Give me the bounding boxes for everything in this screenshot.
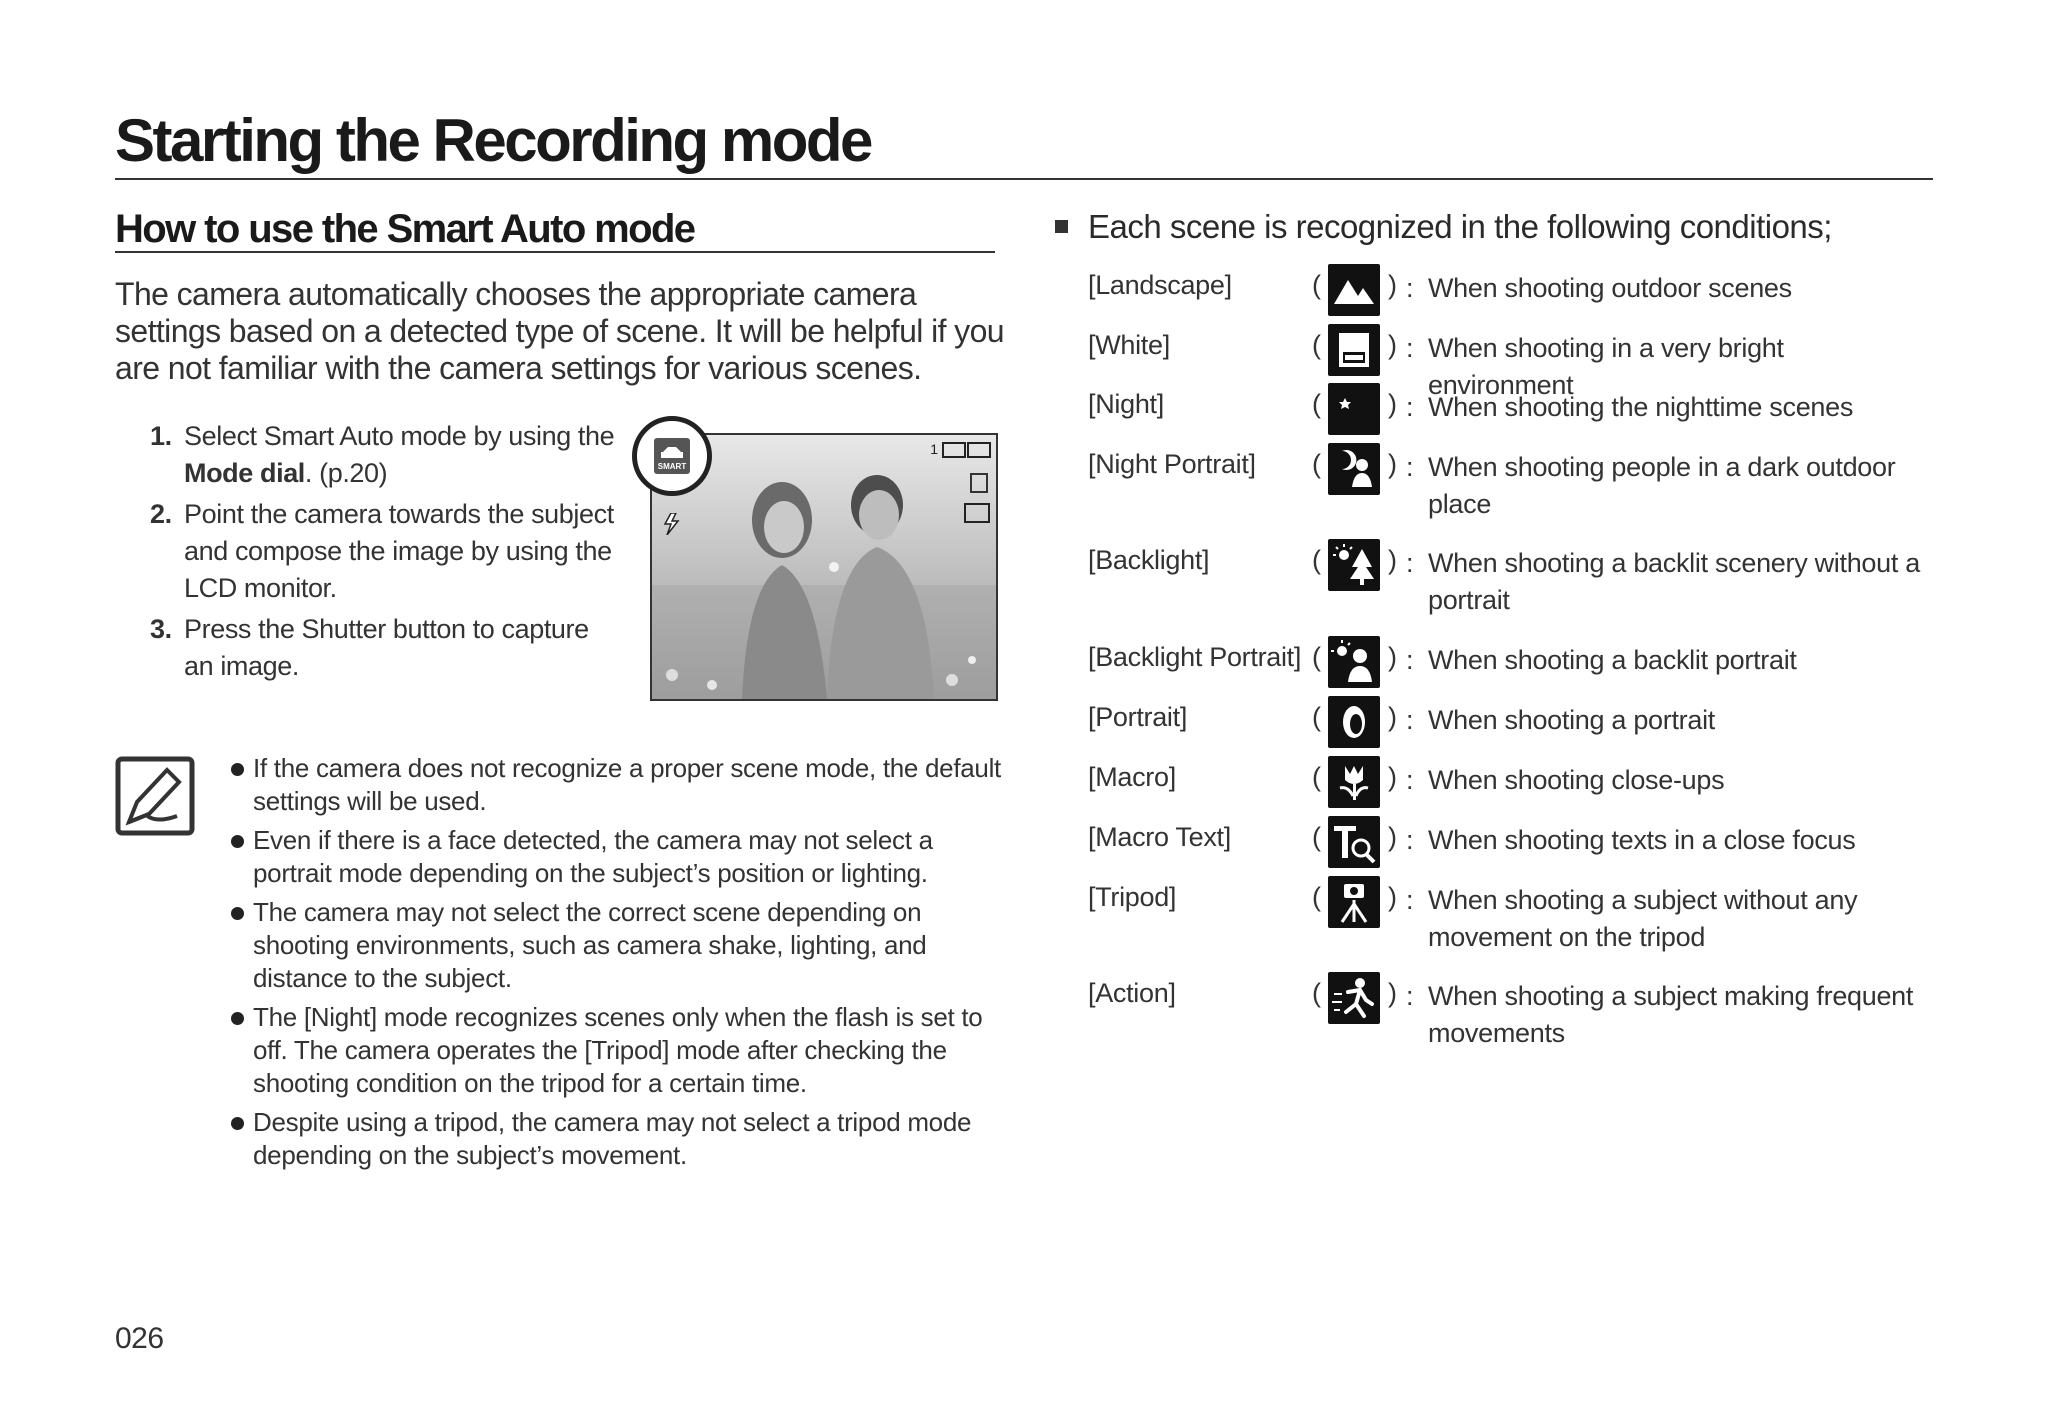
note-item: If the camera does not recognize a proper scene mode, the default settings will be used.: [228, 752, 1008, 818]
paren-open: (: [1312, 702, 1321, 732]
scene-description: [1406, 642, 1936, 679]
paren-open: (: [1312, 449, 1321, 479]
colon: :: [1406, 273, 1414, 303]
scene-desc-text: When shooting a portrait: [1428, 705, 1715, 735]
step-number: 1.: [150, 421, 172, 451]
note-item: The [Night] mode recognizes scenes only when the flash is set to off. The camera operates the [Tripod] mode after checking the shooting condition on the tripod for a certain time.: [228, 1001, 1008, 1100]
colon: :: [1406, 981, 1414, 1011]
backlight-portrait-icon: [1328, 636, 1380, 688]
scene-description: [1406, 882, 1936, 956]
colon: :: [1406, 392, 1414, 422]
paren-open: (: [1312, 270, 1321, 300]
scene-name: [Backlight Portrait]: [1088, 642, 1302, 672]
scene-desc-text: When shooting in a very bright environment: [1428, 333, 1784, 400]
section-divider: [115, 251, 995, 253]
step-number: 2.: [150, 499, 172, 529]
paren-close: ): [1388, 882, 1397, 912]
night-portrait-icon: [1328, 443, 1380, 495]
colon: :: [1406, 333, 1414, 363]
scene-name: [Action]: [1088, 978, 1176, 1008]
landscape-icon: [1328, 264, 1380, 316]
step-text-tail: . (p.20): [304, 458, 388, 488]
macro-icon: [1328, 756, 1380, 808]
paren-close: ): [1388, 762, 1397, 792]
paren-open: (: [1312, 389, 1321, 419]
step-item: [140, 611, 620, 685]
square-bullet-icon: [1055, 220, 1068, 233]
quality-icon: [942, 442, 966, 458]
paren-open: (: [1312, 545, 1321, 575]
colon: :: [1406, 705, 1414, 735]
scene-desc-text: When shooting a backlit portrait: [1428, 645, 1797, 675]
scene-description: [1406, 449, 1936, 523]
page-title: Starting the Recording mode: [115, 107, 871, 174]
scene-name: [Backlight]: [1088, 545, 1210, 575]
action-icon: [1328, 972, 1380, 1024]
paren-open: (: [1312, 882, 1321, 912]
paren-close: ): [1388, 270, 1397, 300]
note-item: Even if there is a face detected, the camera may not select a portrait mode depending on the subject’s position or lighting.: [228, 824, 1008, 890]
scene-name: [Night]: [1088, 389, 1164, 419]
scene-desc-text: When shooting the nighttime scenes: [1428, 392, 1854, 422]
scene-row-tripod: [1088, 876, 1938, 956]
paren-close: ): [1388, 978, 1397, 1008]
step-item: [140, 418, 620, 492]
scene-name: [Macro]: [1088, 762, 1176, 792]
smart-mode-highlight: [632, 416, 712, 496]
scene-description: [1406, 702, 1936, 739]
notes-list: [228, 752, 1008, 1178]
scene-description: [1406, 978, 1936, 1052]
smart-icon: [654, 438, 690, 474]
scene-desc-text: When shooting texts in a close focus: [1428, 825, 1856, 855]
scene-name: [White]: [1088, 330, 1170, 360]
frame-count: 1: [930, 441, 938, 457]
scene-description: [1406, 545, 1936, 619]
flash-smart-icon: [662, 513, 684, 535]
scene-name: [Portrait]: [1088, 702, 1188, 732]
colon: :: [1406, 885, 1414, 915]
scene-name: [Macro Text]: [1088, 822, 1231, 852]
note-item: The camera may not select the correct scene depending on shooting environments, such as camera shake, lighting, and distance to the subject.: [228, 896, 1008, 995]
size-icon: [970, 473, 988, 493]
scene-description: [1406, 822, 1936, 859]
scene-description: [1406, 762, 1936, 799]
paren-close: ): [1388, 642, 1397, 672]
paren-open: (: [1312, 762, 1321, 792]
paren-open: (: [1312, 822, 1321, 852]
paren-close: ): [1388, 822, 1397, 852]
note-item: Despite using a tripod, the camera may not select a tripod mode depending on the subject’s movement.: [228, 1106, 1008, 1172]
scene-name: [Tripod]: [1088, 882, 1177, 912]
paren-close: ): [1388, 330, 1397, 360]
intro-paragraph: The camera automatically chooses the appropriate camera settings based on a detected type of scene. It will be helpful if you are not familiar with the camera settings for various scenes.: [115, 276, 1004, 386]
colon: :: [1406, 645, 1414, 675]
paren-close: ): [1388, 545, 1397, 575]
scene-description: [1406, 270, 1936, 307]
steps-list: [140, 418, 620, 689]
macro-text-icon: [1328, 816, 1380, 868]
scene-desc-text: When shooting close-ups: [1428, 765, 1725, 795]
colon: :: [1406, 825, 1414, 855]
scene-name: [Night Portrait]: [1088, 449, 1256, 479]
section-title: How to use the Smart Auto mode: [115, 207, 695, 251]
paren-open: (: [1312, 978, 1321, 1008]
colon: :: [1406, 548, 1414, 578]
note-pencil-icon: [115, 756, 195, 836]
scene-row-night-portrait: [1088, 443, 1938, 523]
scene-desc-text: When shooting a backlit scenery without a portrait: [1428, 548, 1920, 615]
step-text: Point the camera towards the subject and compose the image by using the LCD monitor.: [184, 499, 614, 603]
scene-desc-text: When shooting outdoor scenes: [1428, 273, 1792, 303]
scene-name: [Landscape]: [1088, 270, 1232, 300]
paren-close: ): [1388, 389, 1397, 419]
paren-close: ): [1388, 702, 1397, 732]
page-number: 026: [115, 1322, 164, 1355]
paren-open: (: [1312, 642, 1321, 672]
colon: :: [1406, 765, 1414, 795]
title-divider: [115, 178, 1933, 180]
battery-icon: [967, 442, 991, 458]
scene-desc-text: When shooting people in a dark outdoor place: [1428, 452, 1896, 519]
metering-icon: [964, 503, 990, 523]
smart-label: SMART: [657, 462, 687, 471]
tripod-icon: [1328, 876, 1380, 928]
step-bold-text: Mode dial: [184, 458, 305, 488]
step-item: [140, 496, 620, 607]
paren-open: (: [1312, 330, 1321, 360]
scene-desc-text: When shooting a subject without any movement on the tripod: [1428, 885, 1858, 952]
backlight-icon: [1328, 539, 1380, 591]
paren-close: ): [1388, 449, 1397, 479]
step-text: Press the Shutter button to capture an image.: [184, 614, 589, 681]
scenes-heading-text: Each scene is recognized in the following conditions;: [1088, 208, 1832, 245]
white-icon: [1328, 324, 1380, 376]
step-text: Select Smart Auto mode by using the: [184, 421, 615, 451]
night-icon: [1328, 383, 1380, 435]
scene-description: [1406, 389, 1936, 426]
step-number: 3.: [150, 614, 172, 644]
scenes-heading: [1055, 208, 1832, 246]
portrait-icon: [1328, 696, 1380, 748]
scene-desc-text: When shooting a subject making frequent movements: [1428, 981, 1914, 1048]
scene-row-backlight: [1088, 539, 1938, 619]
scene-row-action: [1088, 972, 1938, 1052]
colon: :: [1406, 452, 1414, 482]
